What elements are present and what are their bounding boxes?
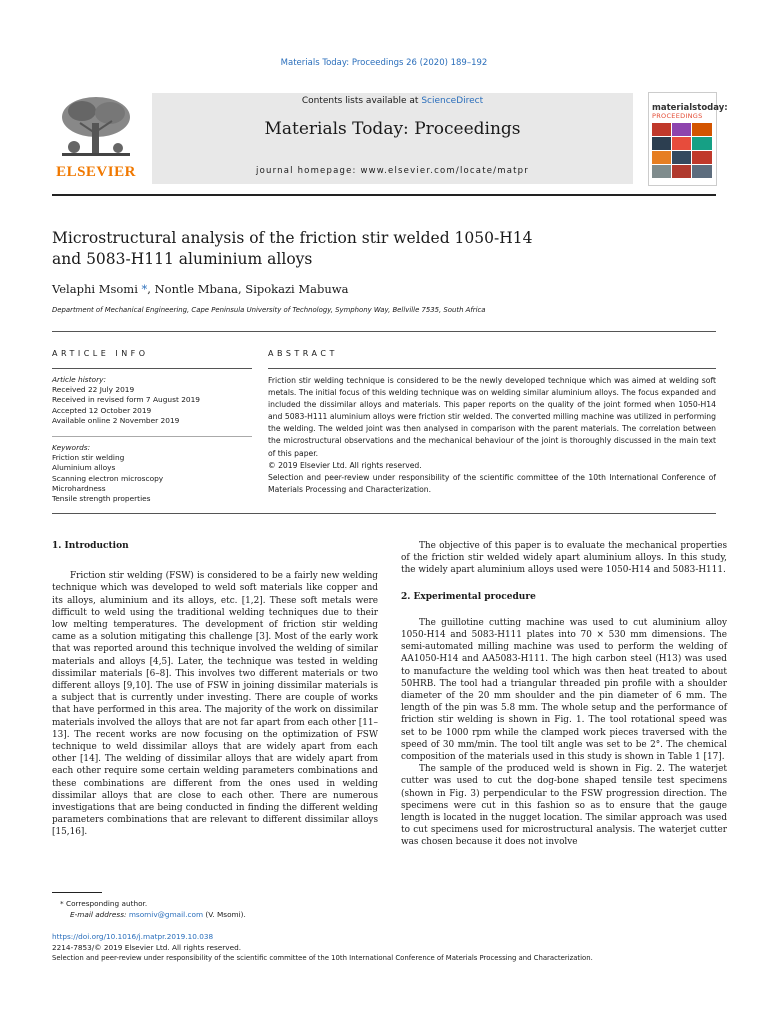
keywords-rule — [52, 436, 252, 437]
email-suffix: (V. Msomi). — [203, 910, 246, 919]
corresponding-author-mark[interactable]: * — [141, 282, 148, 296]
left-column — [52, 540, 378, 839]
history-received: Received 22 July 2019 — [52, 385, 135, 395]
publisher-logo-text: ELSEVIER — [56, 164, 136, 180]
cover-title-word3: PROCEEDINGS — [652, 112, 703, 120]
keywords-label: Keywords: — [52, 443, 91, 452]
author-list — [52, 282, 348, 296]
sciencedirect-link[interactable]: ScienceDirect — [421, 96, 484, 106]
corresponding-author-note: * Corresponding author. — [60, 899, 148, 908]
history-accepted: Accepted 12 October 2019 — [52, 405, 152, 415]
abstract-body — [268, 375, 716, 496]
history-revised: Received in revised form 7 August 2019 — [52, 395, 201, 405]
author-msomi: Velaphi Msomi — [52, 282, 138, 296]
objective-paragraph: The objective of this paper is to evaluate the mechanical properties of the friction stir welded widely apart aluminium alloys. In this study, the widely apart aluminium alloys used were 1050-H14 and 5083-H111. — [401, 541, 727, 576]
article-info-heading: ARTICLE INFO — [52, 349, 149, 358]
article-info-rule — [52, 368, 252, 369]
cover-title-word2: today: — [697, 103, 728, 113]
footnote-rule — [52, 892, 102, 893]
abstract-rule — [268, 368, 716, 369]
keyword-item: Scanning electron microscopy — [52, 473, 164, 483]
keyword-item: Microhardness — [52, 483, 106, 493]
affiliation: Department of Mechanical Engineering, Cape Peninsula University of Technology, Symphony Way, Bellville 7535, South Africa — [52, 306, 486, 314]
email-link[interactable]: msomiv@gmail.com — [128, 910, 204, 919]
cover-mosaic-image — [652, 123, 712, 181]
keyword-item: Friction stir welding — [52, 453, 125, 463]
abstract-bottom-rule — [52, 513, 716, 514]
paper-title-line1: Microstructural analysis of the friction stir welded 1050-H14 — [52, 229, 533, 247]
abstract-peer-review: Selection and peer-review under responsibility of the scientific committee of the 10th International Conference of Materials Processing and Characterization. — [268, 472, 716, 494]
selection-note: Selection and peer-review under responsibility of the scientific committee of the 10th International Conference of Materials Processing and Characterization. — [52, 954, 593, 962]
abstract-paragraph: Friction stir welding technique is considered to be the newly developed technique which was aimed at welding soft metals. The initial focus of this welding technique was on welding similar aluminium alloys. The focus expanded and included the dissimilar alloys and materials. This paper reports on the quality of the joint formed when 1050-H14 and 5083-H111 aluminium alloys were friction stir welded. The converted milling machine was utilized in performing the welding. The welded joint was then analysed in comparison with the parent materials. The correlation between the microstructural observations and the mechanical behaviour of the joint is thoroughly discussed in the main text of this paper. — [268, 376, 716, 458]
journal-title: Materials Today: Proceedings — [264, 119, 521, 139]
contents-availability — [152, 96, 633, 106]
journal-cover-thumbnail — [648, 92, 728, 186]
abstract-heading: ABSTRACT — [268, 349, 338, 358]
journal-reference[interactable]: Materials Today: Proceedings 26 (2020) 189–192 — [280, 58, 488, 68]
experimental-paragraph-1: The guillotine cutting machine was used to cut aluminium alloy 1050-H14 and 5083-H111 plates into 70 × 530 mm dimensions. The semi-automated milling machine was used to perform the welding of AA1050-H14 and AA5083-H111. The high carbon steel (H13) was used to manufacture the welding tool which was then heat treated to about 50HRB. The tool had a triangular threaded pin profile with a shoulder diameter of the 20 mm shoulder and the pin diameter of 6 mm. The length of the pin was 5.8 mm. The whole setup and the performance of friction stir welding is shown in Fig. 1. The tool rotational speed was set to be 1000 rpm while the clamped work pieces traversed with the speed of 30 mm/min. The tool tilt angle was set to be 2°. The chemical composition of the materials used in this study is shown in Table 1 [17]. — [401, 617, 727, 763]
abstract-copyright: © 2019 Elsevier Ltd. All rights reserved. — [268, 460, 422, 470]
title-divider — [52, 331, 716, 332]
header-divider — [52, 194, 716, 196]
experimental-heading: 2. Experimental procedure — [401, 591, 536, 602]
paper-title — [52, 228, 652, 270]
paper-title-line2: and 5083-H111 aluminium alloys — [52, 250, 313, 268]
journal-homepage[interactable]: journal homepage: www.elsevier.com/locate/matpr — [256, 166, 529, 176]
history-online: Available online 2 November 2019 — [52, 415, 180, 425]
issn-line: 2214-7853/© 2019 Elsevier Ltd. All rights reserved. — [52, 943, 242, 952]
keyword-item: Tensile strength properties — [52, 494, 151, 504]
cover-title-word1: materials — [652, 103, 698, 113]
introduction-paragraph: Friction stir welding (FSW) is considered to be a fairly new welding technique which was developed to weld soft materials like copper and its alloys, aluminium and its alloys, etc. [1,2]. These soft metals were difficult to weld using the traditional welding techniques due to their low melting temperatures. The development of friction stir welding came as a solution mitigating this challenge [3]. Most of the early work that was reported around this technique involved the welding of similar materials and alloys [4,5]. Later, the technique was tested in welding dissimilar materials [6–8]. This involves two different materials or two different alloys [9,10]. The use of FSW in joining dissimilar materials is a subject that is currently under investing. There are couple of works that have performed in this area. The majority of the work on dissimilar materials involved the alloys that are not far apart from each other [11–13]. The recent works are now focusing on the optimization of FSW technique to weld dissimilar alloys that are widely apart from each other [14]. The welding of dissimilar alloys that are widely apart from each other require some certain welding parameters combinations and these combinations are different from the ones used in welding dissimilar alloys that are close to each other. There are numerous investigations that are being conducted in finding the different welding parameters combinations that are relevant to different dissimilar alloys [15,16]. — [52, 571, 378, 838]
history-label: Article history: — [52, 375, 106, 384]
keywords — [52, 443, 252, 504]
introduction-heading: 1. Introduction — [52, 541, 129, 551]
contents-prefix: Contents lists available at — [301, 96, 422, 106]
article-history — [52, 375, 252, 426]
right-column — [401, 540, 727, 849]
email-label: E-mail address: — [70, 910, 129, 919]
doi-link[interactable]: https://doi.org/10.1016/j.matpr.2019.10.038 — [52, 932, 214, 941]
email-note — [70, 909, 246, 920]
keyword-item: Aluminium alloys — [52, 463, 116, 473]
experimental-paragraph-2: The sample of the produced weld is shown in Fig. 2. The waterjet cutter was used to cut the dog-bone shaped tensile test specimens (shown in Fig. 3) perpendicular to the FSW progression direction. The specimens were cut in this fashion so as to ensure that the gauge length is located in the nugget location. The similar approach was used to cut specimens used for microstructural analysis. The waterjet cutter was chosen because it does not involve — [401, 764, 727, 848]
other-authors: , Nontle Mbana, Sipokazi Mabuwa — [147, 282, 349, 296]
cover-title — [652, 104, 728, 120]
